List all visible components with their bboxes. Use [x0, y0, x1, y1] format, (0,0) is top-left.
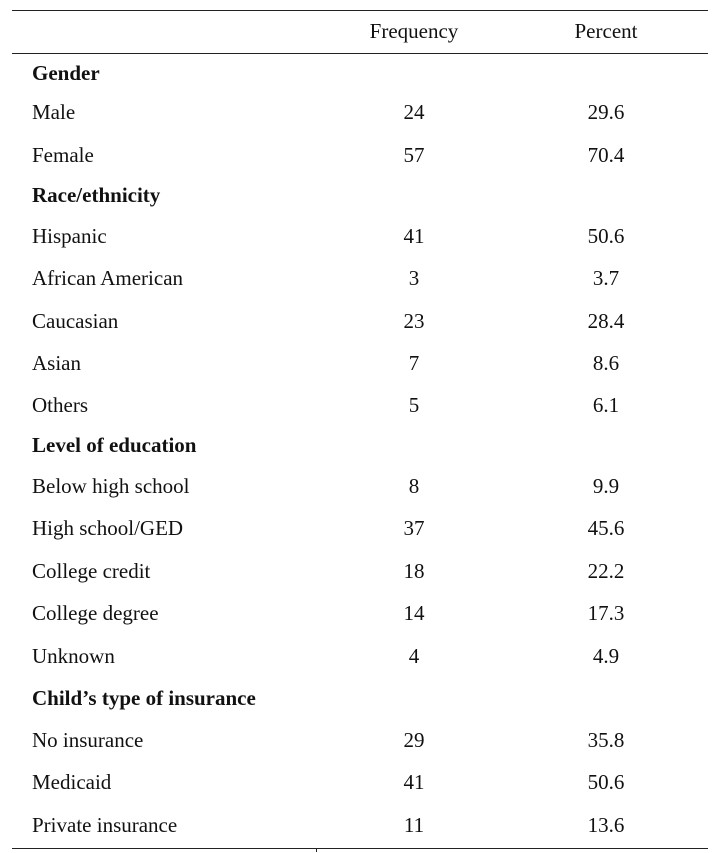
frequency-cell: 57	[403, 143, 425, 167]
table-row	[0, 556, 720, 586]
table-row	[0, 513, 720, 543]
percent-cell: 8.6	[592, 351, 620, 375]
table-row	[0, 390, 720, 420]
row-label: College credit	[32, 559, 151, 583]
percent-cell: 29.6	[587, 100, 625, 124]
row-label: Asian	[32, 351, 81, 375]
column-header-percent: Percent	[574, 19, 638, 43]
percent-cell: 9.9	[592, 474, 620, 498]
section-header-row	[0, 58, 720, 88]
frequency-cell: 29	[403, 728, 425, 752]
table-row	[0, 767, 720, 797]
frequency-cell: 7	[408, 351, 420, 375]
row-label: College degree	[32, 601, 159, 625]
row-label: Female	[32, 143, 94, 167]
table-row	[0, 140, 720, 170]
section-label: Gender	[32, 61, 100, 85]
row-label: Private insurance	[32, 813, 178, 837]
section-label: Race/ethnicity	[32, 183, 161, 207]
frequency-cell: 3	[408, 266, 420, 290]
row-label: High school/GED	[32, 516, 184, 540]
percent-cell: 3.7	[592, 266, 620, 290]
table-top-rule	[12, 10, 708, 11]
frequency-cell: 24	[403, 100, 425, 124]
frequency-cell: 14	[403, 601, 425, 625]
row-label: Unknown	[32, 644, 115, 668]
frequency-cell: 41	[403, 224, 425, 248]
table-row	[0, 263, 720, 293]
percent-cell: 13.6	[587, 813, 625, 837]
row-label: Male	[32, 100, 76, 124]
frequency-cell: 11	[403, 813, 425, 837]
percent-cell: 22.2	[587, 559, 625, 583]
table-header	[0, 18, 720, 48]
frequency-cell: 5	[408, 393, 420, 417]
percent-cell: 28.4	[587, 309, 625, 333]
table-row	[0, 598, 720, 628]
row-label: Medicaid	[32, 770, 112, 794]
percent-cell: 17.3	[587, 601, 625, 625]
table-row	[0, 725, 720, 755]
table-row	[0, 306, 720, 336]
table-row	[0, 97, 720, 127]
percent-cell: 45.6	[587, 516, 625, 540]
table-row	[0, 221, 720, 251]
header-bottom-rule	[12, 53, 708, 54]
section-label: Child’s type of insurance	[32, 686, 256, 710]
percent-cell: 70.4	[587, 143, 625, 167]
percent-cell: 50.6	[587, 224, 625, 248]
bottom-rule-tick	[316, 848, 317, 852]
table-row	[0, 471, 720, 501]
table-row	[0, 641, 720, 671]
row-label: Below high school	[32, 474, 190, 498]
section-header-row	[0, 683, 720, 713]
frequency-cell: 4	[408, 644, 420, 668]
percent-cell: 35.8	[587, 728, 625, 752]
section-header-row	[0, 430, 720, 460]
row-label: Hispanic	[32, 224, 107, 248]
percent-cell: 50.6	[587, 770, 625, 794]
column-header-frequency: Frequency	[369, 19, 459, 43]
row-label: Others	[32, 393, 88, 417]
percent-cell: 6.1	[592, 393, 620, 417]
row-label: No insurance	[32, 728, 144, 752]
section-label: Level of education	[32, 433, 197, 457]
row-label: African American	[32, 266, 184, 290]
section-header-row	[0, 180, 720, 210]
frequency-cell: 23	[403, 309, 425, 333]
row-label: Caucasian	[32, 309, 119, 333]
table-bottom-rule	[12, 848, 708, 849]
table-row	[0, 348, 720, 378]
percent-cell: 4.9	[592, 644, 620, 668]
table-row	[0, 810, 720, 840]
frequency-cell: 41	[403, 770, 425, 794]
frequency-cell: 8	[408, 474, 420, 498]
frequency-cell: 18	[403, 559, 425, 583]
frequency-cell: 37	[403, 516, 425, 540]
